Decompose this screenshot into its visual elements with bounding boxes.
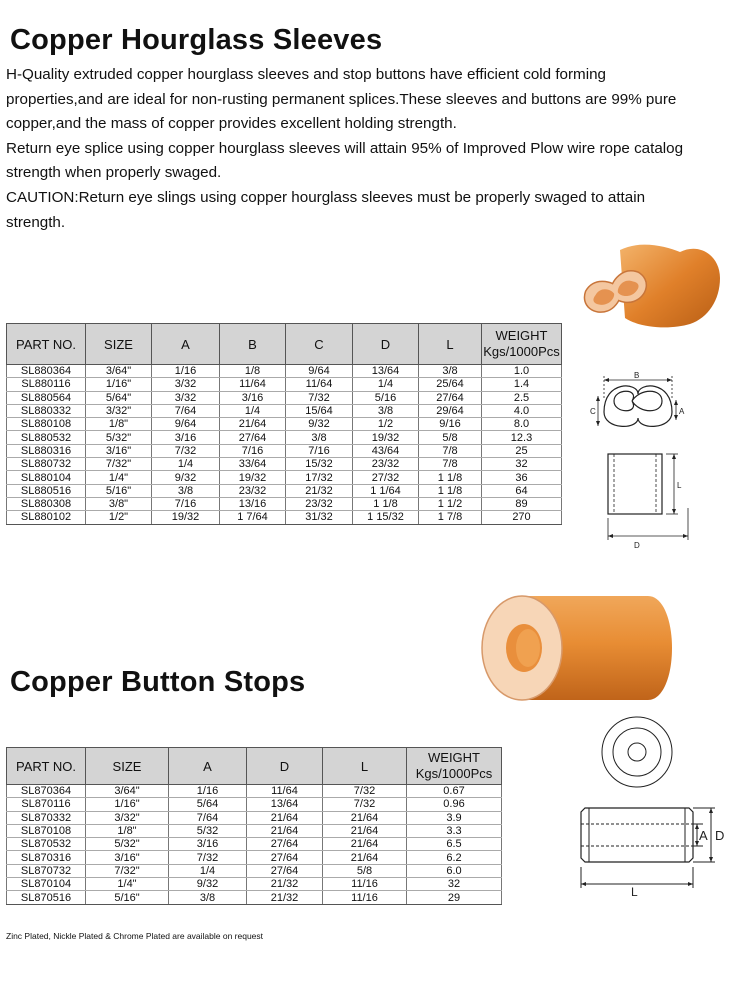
table-cell: 3/8" [86,497,152,510]
table-cell: 3.3 [407,824,502,837]
table-row [7,497,562,510]
table-cell: 8.0 [482,418,562,431]
table-cell: 7/32 [323,798,407,811]
weight-header-unit: Kgs/1000Pcs [483,344,560,359]
table-cell: 1 1/2 [419,497,482,510]
table-cell: 9/64 [286,365,353,378]
column-header: B [220,324,286,365]
table-cell: 21/32 [286,484,353,497]
column-header: SIZE [86,748,169,785]
table-cell: SL870316 [7,851,86,864]
table-cell: 7/32 [152,444,220,457]
table-cell: SL880308 [7,497,86,510]
table-cell: 12.3 [482,431,562,444]
description-paragraph: Return eye splice using copper hourglass sleeves will attain 95% of Improved Plow wire rope catalog strength when properly swaged. [6,139,684,182]
table-header-row [7,324,562,365]
table-row [7,431,562,444]
plating-note: Zinc Plated, Nickle Plated & Chrome Plated are available on request [6,931,264,941]
table-cell: SL880108 [7,418,86,431]
table-cell: 32 [407,878,502,891]
table-cell: 7/32 [323,785,407,798]
table-cell: SL870364 [7,785,86,798]
table-cell: 6.2 [407,851,502,864]
button-stop-photo [480,592,675,704]
table-row [7,785,502,798]
table-cell: 31/32 [286,511,353,524]
table-cell: 25/64 [419,378,482,391]
table-cell: 3/32" [86,811,169,824]
table-cell: 1/16" [86,378,152,391]
table-cell: 15/32 [286,458,353,471]
table-cell: 1 1/8 [419,484,482,497]
table-cell: 9/32 [169,878,247,891]
table-cell: 4.0 [482,404,562,417]
table-cell: 3/16" [86,851,169,864]
table-cell: 9/32 [152,471,220,484]
table-cell: SL880532 [7,431,86,444]
table-cell: 89 [482,497,562,510]
table-cell: 11/16 [323,878,407,891]
table-cell: 1/16" [86,798,169,811]
table-cell: 5/32" [86,838,169,851]
description-paragraph: CAUTION:Return eye slings using copper hourglass sleeves must be properly swaged to attain strength. [6,188,646,231]
table-cell: 23/32 [220,484,286,497]
table-cell: 43/64 [353,444,419,457]
table-row [7,365,562,378]
table-cell: 1 7/64 [220,511,286,524]
sleeves-spec-table [6,323,562,525]
table-cell: 17/32 [286,471,353,484]
table-cell: 7/16 [220,444,286,457]
table-cell: 2.5 [482,391,562,404]
table-cell: 1/4 [152,458,220,471]
table-row [7,891,502,904]
buttons-title: Copper Button Stops [10,666,306,698]
table-cell: 1/4 [220,404,286,417]
table-cell: 3/16 [169,838,247,851]
table-cell: 1.0 [482,365,562,378]
hourglass-sleeve-diagram [588,368,698,558]
table-cell: SL880116 [7,378,86,391]
table-cell: 7/16 [286,444,353,457]
column-header: D [353,324,419,365]
table-row [7,798,502,811]
hourglass-sleeve-photo [580,238,725,333]
column-header: PART NO. [7,324,86,365]
table-cell: 19/32 [152,511,220,524]
table-cell: 64 [482,484,562,497]
table-row [7,444,562,457]
table-cell: 27/64 [220,431,286,444]
table-cell: SL880104 [7,471,86,484]
table-cell: SL870532 [7,838,86,851]
column-header: D [247,748,323,785]
table-cell: 21/64 [323,851,407,864]
table-cell: 25 [482,444,562,457]
table-cell: 7/32" [86,864,169,877]
table-cell: 13/64 [353,365,419,378]
table-cell: 29/64 [419,404,482,417]
table-cell: 1 7/8 [419,511,482,524]
table-cell: 3/16 [220,391,286,404]
table-cell: 1 1/64 [353,484,419,497]
table-cell: 270 [482,511,562,524]
buttons-spec-table [6,747,502,905]
table-cell: 1/8" [86,824,169,837]
table-cell: 1/4" [86,878,169,891]
dimension-label-c: C [590,407,596,416]
table-cell: 3/64" [86,785,169,798]
table-cell: 3/8 [353,404,419,417]
sleeves-title: Copper Hourglass Sleeves [10,24,383,56]
table-cell: 5/64 [169,798,247,811]
description-paragraph: H-Quality extruded copper hourglass sleeves and stop buttons have efficient cold forming properties,and are ideal for non-rusting permanent splices.These sleeves and buttons are 99% pure copper,and the mass of copper provides excellent holding strength. [6,66,677,133]
table-cell: 5/8 [419,431,482,444]
table-cell: 3/8 [169,891,247,904]
table-cell: 11/64 [220,378,286,391]
table-cell: 11/64 [286,378,353,391]
table-cell: SL880564 [7,391,86,404]
table-row [7,864,502,877]
table-cell: 5/32" [86,431,152,444]
table-cell: 3/16 [152,431,220,444]
table-cell: 7/32 [286,391,353,404]
column-header: A [169,748,247,785]
table-row [7,824,502,837]
table-cell: SL880332 [7,404,86,417]
table-row [7,811,502,824]
table-cell: SL870516 [7,891,86,904]
table-header-row [7,748,502,785]
table-cell: SL880732 [7,458,86,471]
dimension-label-a: A [699,828,708,843]
table-row [7,418,562,431]
dimension-label-a: A [679,407,685,416]
table-cell: SL870732 [7,864,86,877]
table-cell: 1/16 [152,365,220,378]
table-cell: 9/32 [286,418,353,431]
column-header: L [419,324,482,365]
table-cell: 7/32" [86,458,152,471]
table-cell: 1/8" [86,418,152,431]
weight-column-header [407,748,502,785]
weight-header-unit: Kgs/1000Pcs [415,766,493,781]
table-cell: 3.9 [407,811,502,824]
table-cell: 21/64 [220,418,286,431]
table-cell: 3/32" [86,404,152,417]
table-cell: SL870116 [7,798,86,811]
table-cell: 7/8 [419,458,482,471]
dimension-label-l: L [677,481,682,490]
table-cell: 1 15/32 [353,511,419,524]
table-cell: 27/64 [247,838,323,851]
table-cell: 1.4 [482,378,562,391]
table-cell: 21/32 [247,891,323,904]
table-row [7,878,502,891]
column-header: C [286,324,353,365]
table-row [7,484,562,497]
table-cell: 11/16 [323,891,407,904]
table-cell: 19/32 [353,431,419,444]
button-stop-diagram [575,712,730,897]
table-row [7,391,562,404]
table-cell: 9/16 [419,418,482,431]
table-cell: 1/8 [220,365,286,378]
table-cell: 32 [482,458,562,471]
table-cell: SL870108 [7,824,86,837]
table-cell: 36 [482,471,562,484]
table-cell: 23/32 [353,458,419,471]
table-row [7,471,562,484]
table-cell: SL880364 [7,365,86,378]
table-cell: 1/2 [353,418,419,431]
table-cell: 13/64 [247,798,323,811]
table-cell: 5/16" [86,484,152,497]
table-row [7,404,562,417]
table-cell: 5/16 [353,391,419,404]
table-cell: 21/64 [323,811,407,824]
table-cell: 3/64" [86,365,152,378]
dimension-label-d: D [715,828,725,843]
table-cell: 6.0 [407,864,502,877]
table-cell: 0.96 [407,798,502,811]
weight-header-line: WEIGHT [428,750,480,765]
table-cell: 29 [407,891,502,904]
table-cell: 1/4 [169,864,247,877]
table-row [7,851,502,864]
table-cell: 15/64 [286,404,353,417]
table-cell: 7/16 [152,497,220,510]
table-cell: SL870332 [7,811,86,824]
table-cell: SL880516 [7,484,86,497]
table-cell: 7/64 [152,404,220,417]
table-cell: 3/32 [152,391,220,404]
table-cell: 11/64 [247,785,323,798]
table-cell: 3/8 [152,484,220,497]
table-cell: 1/16 [169,785,247,798]
table-cell: 27/32 [353,471,419,484]
column-header: SIZE [86,324,152,365]
column-header: A [152,324,220,365]
dimension-label-l: L [631,885,638,897]
sleeves-description [6,63,706,235]
table-cell: 27/64 [419,391,482,404]
table-cell: 33/64 [220,458,286,471]
table-cell: 3/8 [419,365,482,378]
table-cell: 21/64 [323,838,407,851]
table-row [7,458,562,471]
table-cell: 21/64 [247,824,323,837]
table-cell: 0.67 [407,785,502,798]
table-cell: 21/32 [247,878,323,891]
table-cell: 1/2" [86,511,152,524]
table-cell: 9/64 [152,418,220,431]
weight-column-header [482,324,562,365]
table-cell: SL870104 [7,878,86,891]
table-cell: 3/8 [286,431,353,444]
column-header: L [323,748,407,785]
table-cell: 13/16 [220,497,286,510]
table-cell: 7/8 [419,444,482,457]
table-cell: 27/64 [247,851,323,864]
table-cell: 5/8 [323,864,407,877]
table-cell: 1 1/8 [353,497,419,510]
table-cell: 23/32 [286,497,353,510]
table-cell: 27/64 [247,864,323,877]
table-cell: 21/64 [323,824,407,837]
table-cell: SL880102 [7,511,86,524]
table-cell: 3/32 [152,378,220,391]
table-cell: 5/64" [86,391,152,404]
table-cell: 1/4" [86,471,152,484]
table-cell: 6.5 [407,838,502,851]
table-cell: SL880316 [7,444,86,457]
table-cell: 3/16" [86,444,152,457]
table-row [7,378,562,391]
table-row [7,838,502,851]
table-cell: 5/32 [169,824,247,837]
dimension-label-b: B [634,371,640,380]
table-cell: 1/4 [353,378,419,391]
table-cell: 1 1/8 [419,471,482,484]
table-cell: 21/64 [247,811,323,824]
table-cell: 7/64 [169,811,247,824]
column-header: PART NO. [7,748,86,785]
table-cell: 5/16" [86,891,169,904]
table-cell: 7/32 [169,851,247,864]
table-cell: 19/32 [220,471,286,484]
weight-header-line: WEIGHT [495,328,548,343]
dimension-label-d: D [634,541,640,550]
table-row [7,511,562,524]
